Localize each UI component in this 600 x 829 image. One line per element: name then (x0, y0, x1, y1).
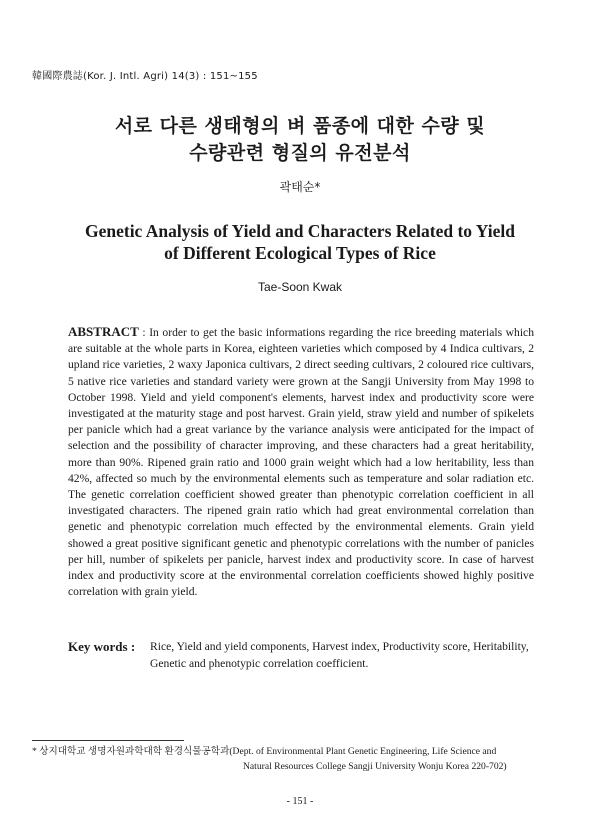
journal-citation: 韓國際農誌(Kor. J. Intl. Agri) 14(3) : 151~155 (32, 71, 258, 82)
keywords-separator: : (127, 639, 136, 654)
korean-title-line-2: 수량관련 형질의 유전분석 (189, 142, 411, 164)
keywords-label-group (68, 638, 150, 672)
english-title (0, 220, 600, 264)
footnote (32, 744, 552, 774)
abstract (68, 324, 534, 600)
page-number: - 151 - (286, 796, 314, 807)
abstract-separator: : (138, 326, 150, 339)
english-title-line-2: of Different Ecological Types of Rice (164, 243, 436, 263)
keywords-label: Key words (68, 639, 128, 654)
abstract-text: In order to get the basic informations regarding the rice breeding materials which are suitable at the whole parts in Korea, eighteen varieties which composed by 4 Indica cultivars, 2 upland rice varieties, 2 waxy Japonica cultivars, 2 direct seeding cultivars, 2 coloured rice cultivars, 5 native rice varieties and standard variety were grown at the Sangji University from May 1998 to October 1998. Yield and yield component's elements, harvest index and productivity score were investigated at the maturity stage and post harvest. Grain yield, straw yield and number of spikelets per panicle which had a great variance by the variance analysis were anticipated for the impact of selection and the possibility of character improving, and these characters had a great heritability, more than 90%. Ripened grain ratio and 1000 grain weight which had a low heritability, less than 42%, affected so much by the environmental elements such as temperature and solar radiation etc. The genetic correlation coefficient showed greater than phenotypic correlation coefficient in all investigated characters. The ripened grain ratio which had great environmental correlation than genetic and phenotypic correlation much effected by the environmental elements. Grain yield showed a great positive significant genetic and phenotypic correlations with the number of panicles per hill, number of spikelets per panicle, harvest index and productivity score. In case of harvest index and productivity score at the environmental correlation coefficients showed highly positive correlation with grain yield. (68, 326, 534, 599)
abstract-label: ABSTRACT (68, 324, 139, 339)
korean-title-line-1: 서로 다른 생태형의 벼 품종에 대한 수량 및 (114, 115, 486, 137)
footnote-divider (32, 740, 184, 741)
keywords-text: Rice, Yield and yield components, Harvest index, Productivity score, Heritability, Genetic and phenotypic correlation coefficient. (150, 640, 529, 670)
korean-title (0, 113, 600, 167)
footnote-line-2: Natural Resources College Sangji University Wonju Korea 220-702) (243, 761, 507, 772)
english-title-line-1: Genetic Analysis of Yield and Characters Related to Yield (84, 221, 515, 241)
english-author: Tae-Soon Kwak (257, 280, 343, 294)
korean-author: 곽태순* (279, 180, 321, 194)
footnote-line-1: * 상지대학교 생명자원과학대학 환경식물공학과(Dept. of Environmental Plant Genetic Engineering, Life Science and (32, 746, 497, 757)
keywords (68, 638, 538, 672)
